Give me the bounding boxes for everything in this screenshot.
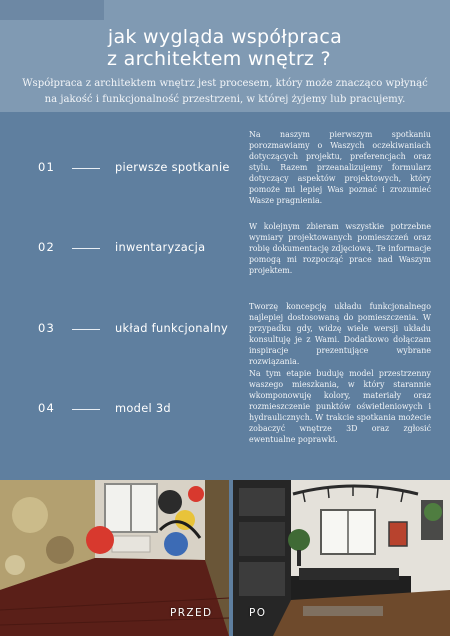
step-description: Na naszym pierwszym spotkaniu porozmawiamy o Waszych oczekiwaniach dotyczących projektu, preferencjach oraz stylu. Razem przeanalizujemy formularz dotyczący aspektów projektowych, który pomoże mi lepiej Was poznać i zrozumieć Wasze pragnienia. xyxy=(249,130,431,205)
after-label: PO xyxy=(249,607,267,619)
step-number: 04 xyxy=(38,401,56,415)
step-divider xyxy=(72,409,100,410)
step-description: Tworzę koncepcję układu funkcjonalnego najlepiej dostosowaną do pomieszczenia. W przypadku gdy, widzę wiele wersji układu konsultuję je z Wami. Dodatkowo dołączam inspiracje prezentujące wybrane rozwiązania. xyxy=(249,302,431,366)
step-number: 03 xyxy=(38,321,56,335)
page-title-line-2: z architektem wnętrz ? xyxy=(107,48,331,70)
intro-paragraph: Współpraca z architektem wnętrz jest procesem, który może znacząco wpłynąć na jakość i funkcjonalność przestrzeni, w której żyjemy lub pracujemy. xyxy=(22,78,428,105)
step-divider xyxy=(72,329,100,330)
before-label: PRZED xyxy=(170,607,213,619)
step-title: układ funkcjonalny xyxy=(115,321,229,335)
corner-tab xyxy=(0,0,104,20)
step-title: inwentaryzacja xyxy=(115,240,206,254)
step-title: pierwsze spotkanie xyxy=(115,160,230,174)
page-title-line-1: jak wygląda współpraca xyxy=(107,26,343,48)
step-divider xyxy=(72,168,100,169)
step-number: 01 xyxy=(38,160,56,174)
step-number: 02 xyxy=(38,240,56,254)
step-description: W kolejnym zbieram wszystkie potrzebne wymiary projektowanych pomieszczeń oraz robię dokumentację zdjęciową. Te informacje pomogą mi rozpocząć prace nad Waszym projektem. xyxy=(249,222,431,275)
step-title: model 3d xyxy=(115,401,171,415)
step-divider xyxy=(72,248,100,249)
step-description: Na tym etapie buduję model przestrzenny waszego mieszkania, w który starannie wkomponowuję kolory, materiały oraz rozmieszczenie punktów oświetleniowych i hydraulicznych. W trakcie spotkania możecie zobaczyć wnętrze 3D oraz zgłosić ewentualne poprawki. xyxy=(249,369,431,444)
